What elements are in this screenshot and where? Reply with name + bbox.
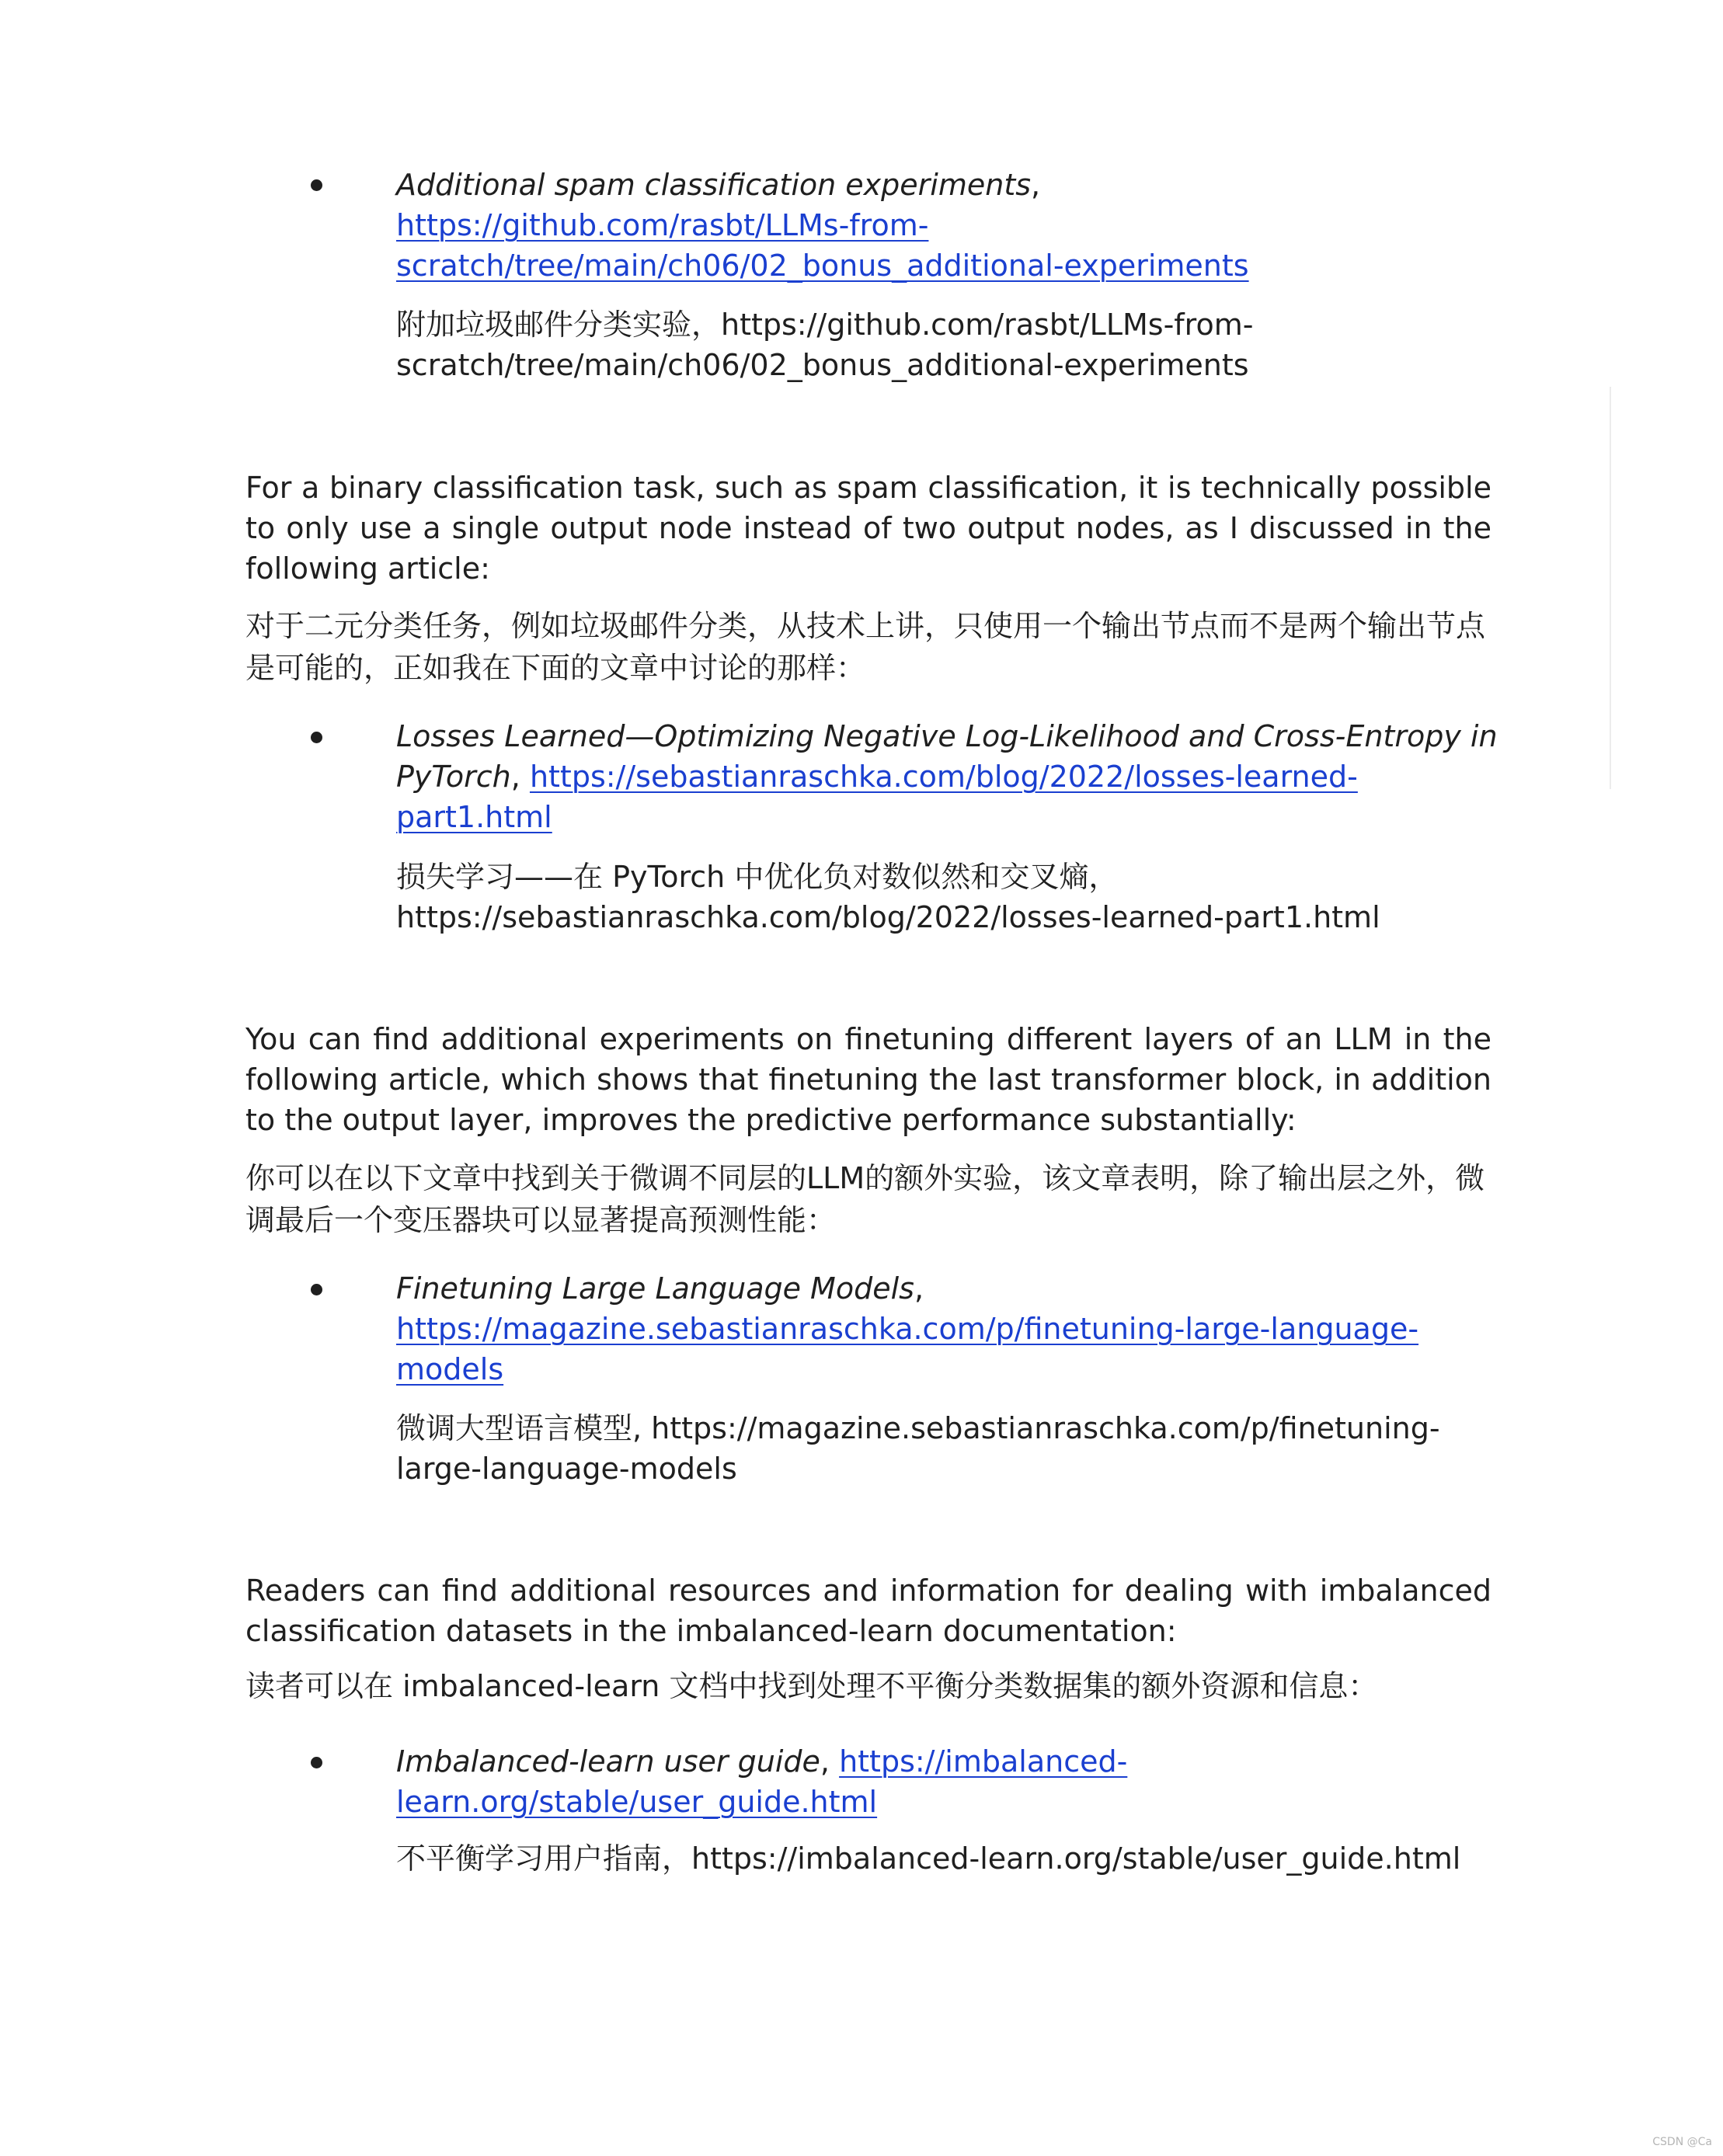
bullet-title: Additional spam classification experiments (396, 168, 1032, 202)
github-link[interactable]: https://github.com/rasbt/LLMs-from- scratch/tree/main/ch06/02_bonus_additional-experiments (396, 208, 1249, 283)
scrollbar-track (1610, 387, 1611, 789)
bullet-icon (311, 1284, 322, 1295)
paragraph-imbalanced-learn-zh: 读者可以在 imbalanced-learn 文档中找到处理不平衡分类数据集的额外资源和信息： (245, 1669, 1378, 1703)
bullet-item-spam-experiments (396, 165, 1468, 286)
bullet-item-imbalanced-guide: Imbalanced-learn user guide, https://imbalanced- learn.org/stable/user_guide.html (396, 1744, 1128, 1819)
paragraph-imbalanced-learn: Readers can find additional resources and information for dealing with imbalanced classification datasets in the imbalanced-learn documentation: (245, 1574, 1492, 1648)
watermark: CSDN @Ca (1652, 2136, 1712, 2148)
bullet-icon (311, 732, 322, 743)
bullet-icon (311, 179, 322, 191)
blog-link[interactable]: https://sebastianraschka.com/blog/2022/losses-learned- part1.html (396, 760, 1358, 834)
paragraph-binary-classification-zh: 对于二元分类任务，例如垃圾邮件分类，从技术上讲，只使用一个输出节点而不是两个输出节点是可能的，正如我在下面的文章中讨论的那样： (245, 609, 1486, 685)
magazine-link[interactable]: https://magazine.sebastianraschka.com/p/finetuning-large-language- models (396, 1312, 1419, 1386)
bullet-item-losses-learned: Losses Learned—Optimizing Negative Log-Likelihood and Cross-Entropy in PyTorch, https://sebastianraschka.com/blog/2022/losses-learned- part1.html (396, 719, 1498, 834)
paragraph-binary-classification: For a binary classification task, such as spam classification, it is technically possible to only use a single output node instead of two output nodes, as I discussed in the following article: (245, 471, 1492, 586)
bullet-translation-spam-experiments: 附加垃圾邮件分类实验，https://github.com/rasbt/LLMs-from- scratch/tree/main/ch06/02_bonus_additional-experiments (396, 308, 1254, 382)
separator: , (1031, 168, 1041, 202)
bullet-translation-finetuning-llms: 微调大型语言模型, https://magazine.sebastianraschka.com/p/finetuning- large-language-models (396, 1411, 1440, 1486)
bullet-item-finetuning-llms: Finetuning Large Language Models, https://magazine.sebastianraschka.com/p/finetuning-large-language- models (396, 1271, 1419, 1386)
bullet-title: Imbalanced-learn user guide (396, 1744, 820, 1779)
bullet-translation-losses-learned: 损失学习——在 PyTorch 中优化负对数似然和交叉熵， https://sebastianraschka.com/blog/2022/losses-learned-part1.html (396, 860, 1380, 934)
bullet-translation-imbalanced-guide: 不平衡学习用户指南，https://imbalanced-learn.org/stable/user_guide.html (396, 1841, 1461, 1876)
bullet-title: Finetuning Large Language Models (396, 1271, 914, 1306)
bullet-icon (311, 1757, 322, 1768)
paragraph-finetuning-layers-zh: 你可以在以下文章中找到关于微调不同层的LLM的额外实验，该文章表明，除了输出层之外，微调最后一个变压器块可以显著提高预测性能： (245, 1161, 1485, 1237)
imbalanced-learn-link[interactable]: https://imbalanced- learn.org/stable/user_guide.html (396, 1744, 1128, 1819)
bullet-title: Losses Learned—Optimizing Negative Log-Likelihood and Cross-Entropy in (396, 719, 1498, 753)
paragraph-finetuning-layers: You can find additional experiments on finetuning different layers of an LLM in the following article, which shows that finetuning the last transformer block, in addition to the output layer, improves the predictive performance substantially: (245, 1022, 1492, 1137)
